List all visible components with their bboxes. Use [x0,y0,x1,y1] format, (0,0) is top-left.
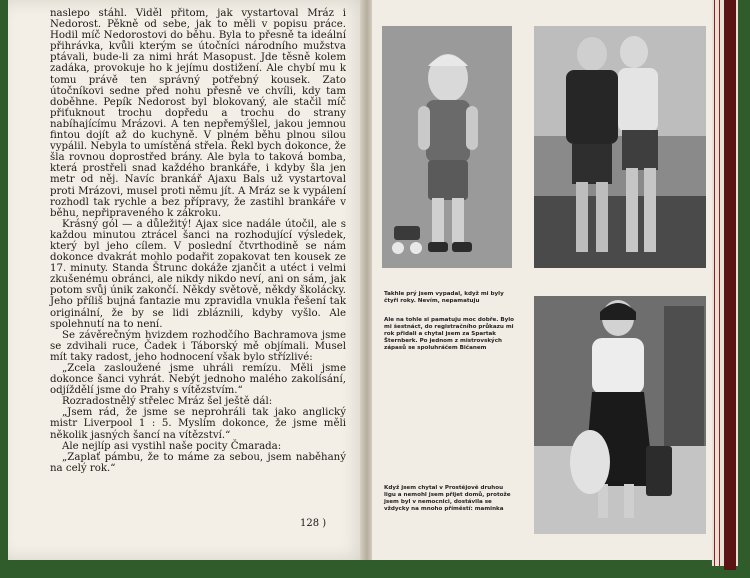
photo-caption: Když jsem chytal v Prostějově druhou ligu a nemohl jsem přijet domů, protože jsem byl v nemocnici, dostávila se vždycky na mnoho příměstí: maminka [384,485,511,512]
paragraph: Ale nejlíp asi vystihl naše pocity Čmarada: [62,440,282,452]
body-text [50,8,346,474]
quote-paragraph: „Zcela zasloužené jsme uhráli remízu. Měli jsme dokonce šanci vyhrát. Nebýt jednoho malého zakolísání, odjíždělí jsme do Prahy s vítězstvím.“ [50,363,346,397]
photo-boy-drawing [382,26,512,268]
photo-mother-with-bags [534,296,706,534]
paragraph: naslepo stáhl. Viděl přitom, jak vystartoval Mráz i Nedorost. Pěkně od sebe, jak to měli v popisu práce. Hodil míč Nedorostovi do běhu. Byla to přesně ta ideální přihrávka, kvůli kterým se útočníci národního mužstva ptávali, bude-li za nimi hrát Masopust. Jde těsně kolem zadáka, provokuje ho k jejímu dostižení. Ale chybí mu k tomu právě ten správný potřebný kousek. Zato útočníkovi sedne před nohu přesně ve chvíli, kdy tam doběhne. Pepík Nedorost byl blokovaný, ale stačil míč přiťuknout trochu dopředu a trochu do strany nabíhajícímu Mrázovi. A ten nepřemýšlel, jakou jemnou fintou dojít až do kuchyně. V plném běhu plnou silou vypálil. Nebyla to umístěná střela. Řekl bych dokonce, že šla rovnou doprostřed brány. Ale byla to taková bomba, která prostřeli snad každého brankáře, i kdyby šla jen metr od něj. Navíc brankář Ajaxu Bals už vystartoval proti Mrázovi, musel proti němu jít. A Mráz se k vypálení rozhodl tak rychle a bez přípravy, že zastihl brankáře v běhu, nepřipraveného k zákroku. [50,8,346,219]
photo-two-young-men [534,26,706,268]
paragraph: Rozradostnělý střelec Mráz šel ještě dál: [62,396,273,408]
photo-two-men-drawing [534,26,706,268]
paragraph: Krásný gól — a důležitý! Ajax sice nadále útočil, ale s každou minutou ztrácel šanci na rozhodující výsledek, který byl jeho cílem. V poslední čtvrthodině se nám dokonce dvakrát mohlo podařit zopakovat ten kousek ze 17. minuty. Standa Štrunc dokáže zjančit a utéct i velmi zkušenému obránci, ale nikdy nikdo neví, ani on sám, jak potom svůj únik zakončí. Někdy světově, někdy školácky. Jeho příliš bujná fantazie mu zpravidla vnukla řešení tak originální, že by se lidi zbláznili, kdyby vyšlo. Ale spolehnutí na to není. [50,218,346,330]
book-cover-edge [724,0,736,570]
paragraph: Se závěrečným hvizdem rozhodčího Bachramova jsme se zdvihali ruce, Čadek i Táborský mě objímali. Musel mít taky radost, jeho hodnocení však bylo střízlivé: [50,329,346,363]
quote-paragraph: „Zaplať pámbu, že to máme za sebou, jsem naběhaný na celý rok.“ [50,451,346,474]
page-number: 128 ) [300,518,327,529]
photo-boy-with-toy [382,26,512,268]
quote-paragraph: „Jsem rád, že jsme se neprohráli tak jako anglický mistr Liverpool 1 : 5. Myslím dokonce, že jsme měli několik jasných šancí na vítězství.“ [50,407,346,441]
photo-mother-drawing [534,296,706,534]
photo-caption: Takhle prý jsem vypadal, když mi byly čtyři roky. Nevím, nepamatuju [384,291,504,304]
photo-caption: Ale na tohle si pamatuju moc dobře. Bylo mi šestnáct, do registračního průkazu mi rok přidali a chytal jsem za Spartak Šternberk. Po jednom z mistrovských zápasů se spoluhráčem Bičanem [384,317,515,351]
